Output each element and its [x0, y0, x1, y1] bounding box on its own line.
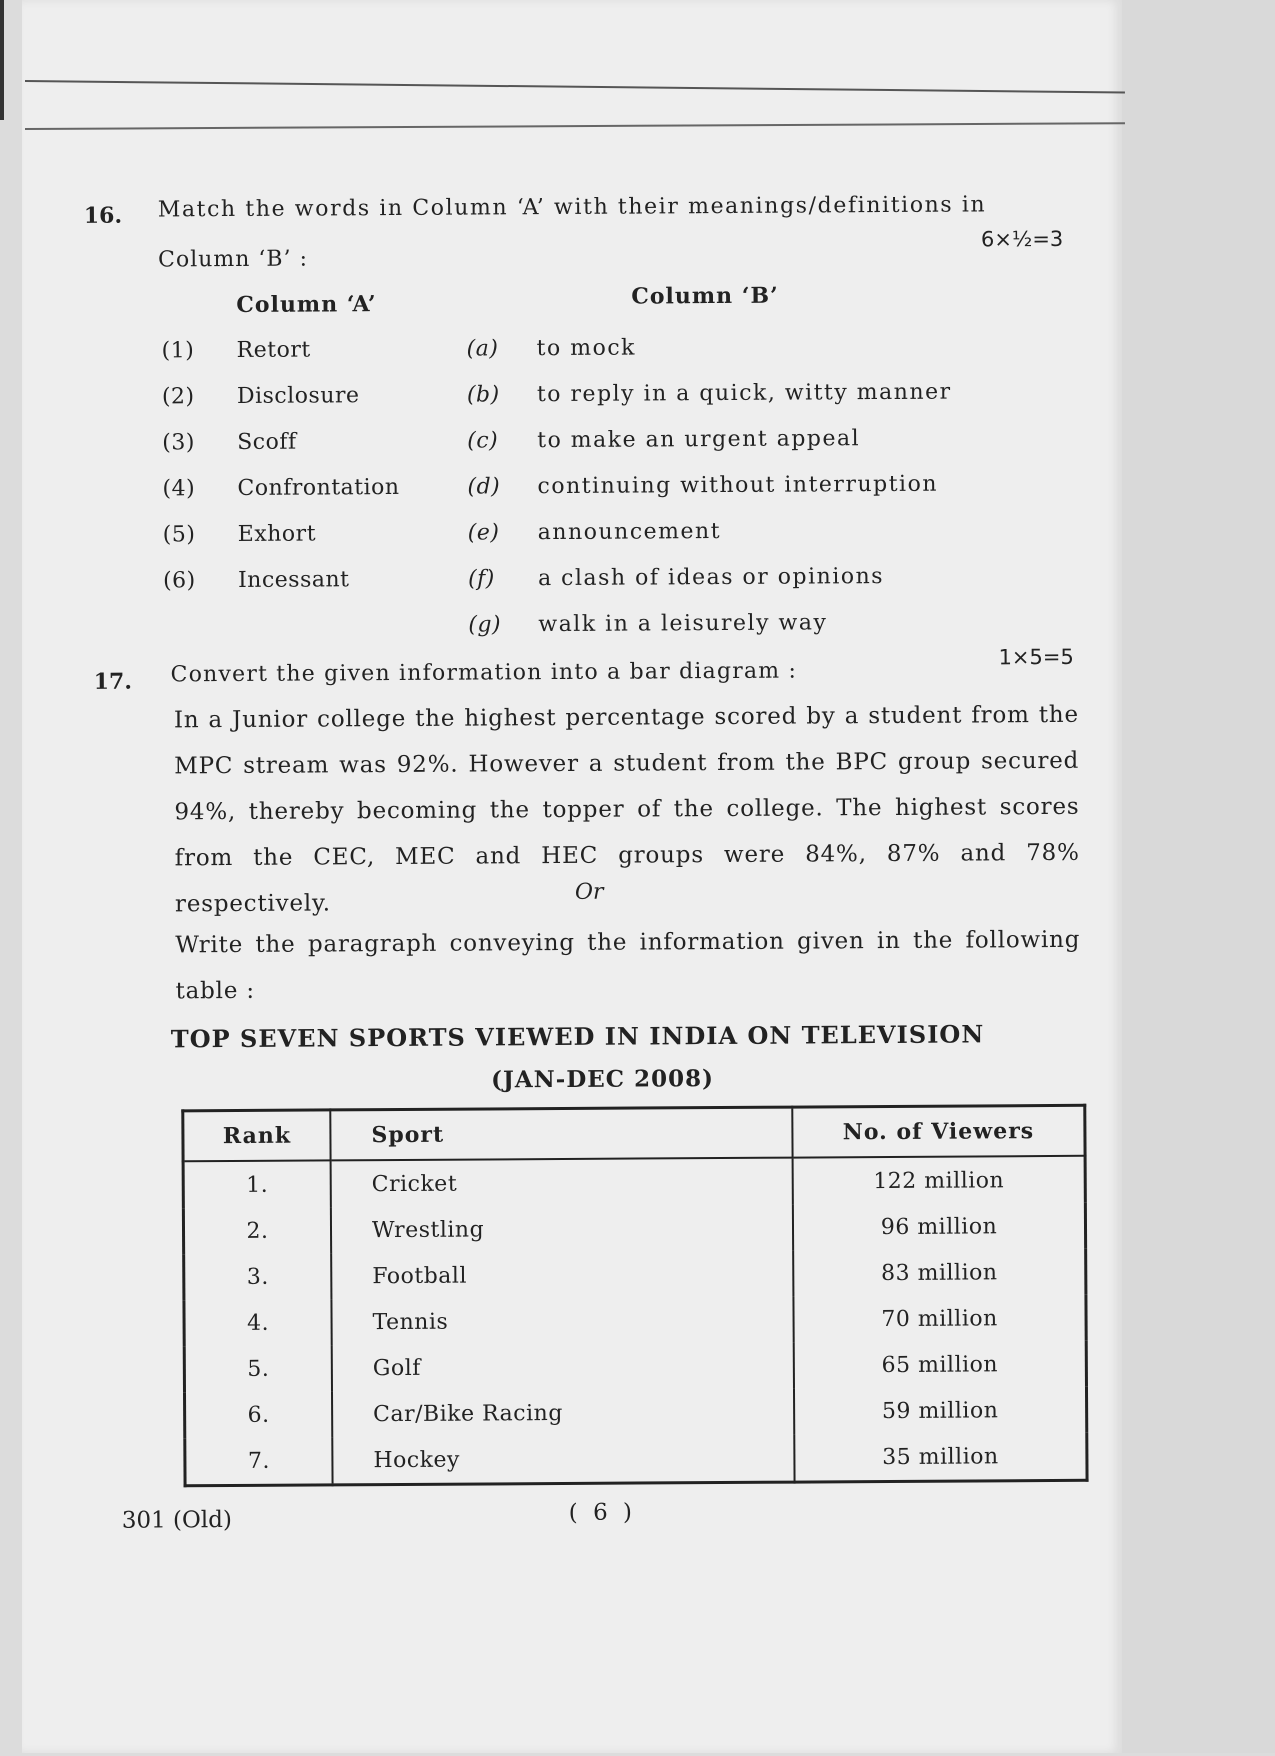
cell-viewers: 35 million — [794, 1433, 1087, 1482]
column-a-word: Disclosure — [236, 383, 360, 409]
column-b-letter: (f) — [467, 566, 495, 592]
row-number: (1) — [161, 338, 195, 364]
row-number: (3) — [162, 430, 195, 456]
question-16-marks: 6×½=3 — [980, 226, 1064, 252]
match-row — [0, 332, 1272, 380]
cell-rank: 2. — [183, 1207, 331, 1254]
cell-sport: Golf — [332, 1343, 794, 1392]
sports-table — [181, 1104, 1088, 1488]
cell-sport: Tennis — [331, 1297, 793, 1346]
or-separator: Or — [574, 879, 604, 905]
cell-sport: Cricket — [331, 1158, 793, 1208]
cell-viewers: 122 million — [793, 1156, 1086, 1205]
cell-viewers: 96 million — [793, 1203, 1086, 1251]
column-b-letter: (e) — [467, 520, 500, 546]
column-b-letter: (b) — [466, 382, 500, 408]
question-17-alt-instruction: Write the paragraph conveying the information given in the following table : — [175, 926, 1081, 1005]
question-17-marks: 1×5=5 — [998, 644, 1074, 670]
cell-sport: Car/Bike Racing — [332, 1389, 794, 1438]
table-row — [185, 1433, 1087, 1486]
cell-rank: 1. — [183, 1160, 331, 1208]
question-17-paragraph: In a Junior college the highest percentage scored by a student from the MPC stream was 92%. However a student from the BPC group secured 94%, thereby becoming the topper of the college. The highest scores from the CEC, MEC and HEC groups were 84%, 87% and 78% respectively. — [173, 701, 1080, 918]
column-b-letter: (c) — [467, 428, 499, 454]
cell-sport: Hockey — [332, 1435, 794, 1485]
table-row — [185, 1387, 1087, 1439]
table-row — [183, 1156, 1085, 1209]
column-b-letter: (a) — [466, 336, 499, 362]
cell-viewers: 59 million — [794, 1387, 1087, 1435]
column-b-letter: (d) — [467, 474, 501, 500]
column-a-word: Confrontation — [237, 474, 400, 501]
match-row — [0, 562, 1273, 610]
row-number: (5) — [162, 522, 196, 548]
row-number: (6) — [162, 568, 196, 594]
cell-sport: Football — [331, 1251, 793, 1300]
column-b-letter: (g) — [468, 612, 502, 638]
row-number: (4) — [162, 476, 196, 502]
header-viewers: No. of Viewers — [792, 1105, 1085, 1157]
question-16-line2: Column ‘B’ : — [158, 246, 309, 273]
header-rank: Rank — [183, 1110, 331, 1161]
question-16-number: 16. — [83, 202, 123, 229]
column-a-word: Retort — [236, 337, 311, 363]
header-sport: Sport — [330, 1107, 792, 1160]
column-b-meaning: to make an urgent appeal — [537, 426, 861, 454]
match-row — [0, 470, 1273, 518]
match-row — [0, 378, 1272, 426]
cell-rank: 6. — [185, 1391, 333, 1438]
column-b-meaning: announcement — [537, 519, 722, 546]
column-a-word: Incessant — [237, 567, 350, 593]
question-17-instruction: Convert the given information into a bar diagram : — [170, 658, 798, 688]
cell-rank: 7. — [185, 1437, 333, 1485]
table-row — [184, 1249, 1086, 1301]
column-a-heading: Column ‘A’ — [236, 291, 377, 318]
column-b-meaning: walk in a leisurely way — [538, 610, 828, 638]
table-header-row — [183, 1105, 1085, 1161]
page-number: ( 6 ) — [568, 1499, 637, 1526]
cell-rank: 3. — [184, 1253, 332, 1300]
table-title: TOP SEVEN SPORTS VIEWED IN INDIA ON TELEVISION — [170, 1019, 985, 1054]
table-row — [184, 1295, 1086, 1347]
match-row — [0, 516, 1273, 564]
table-row — [183, 1203, 1085, 1255]
column-b-heading: Column ‘B’ — [631, 282, 779, 310]
question-17-number: 17. — [93, 668, 133, 695]
cell-rank: 5. — [184, 1345, 332, 1392]
row-number: (2) — [161, 384, 195, 410]
cell-viewers: 70 million — [793, 1295, 1086, 1343]
column-a-word: Scoff — [237, 429, 297, 455]
column-b-meaning: a clash of ideas or opinions — [537, 564, 885, 592]
cell-viewers: 83 million — [793, 1249, 1086, 1297]
column-b-meaning: to reply in a quick, witty manner — [536, 379, 952, 408]
table-subtitle: (JAN-DEC 2008) — [491, 1065, 715, 1094]
cell-viewers: 65 million — [794, 1341, 1087, 1389]
column-a-word: Exhort — [237, 521, 317, 547]
table-row — [184, 1341, 1086, 1393]
question-16-line1: Match the words in Column ‘A’ with their meanings/definitions in — [157, 192, 987, 223]
match-row — [0, 608, 1273, 656]
match-row — [0, 424, 1272, 472]
column-b-meaning: to mock — [536, 335, 637, 362]
cell-rank: 4. — [184, 1299, 332, 1346]
cell-sport: Wrestling — [331, 1205, 793, 1254]
paper-code: 301 (Old) — [121, 1507, 232, 1534]
column-b-meaning: continuing without interruption — [537, 471, 939, 500]
